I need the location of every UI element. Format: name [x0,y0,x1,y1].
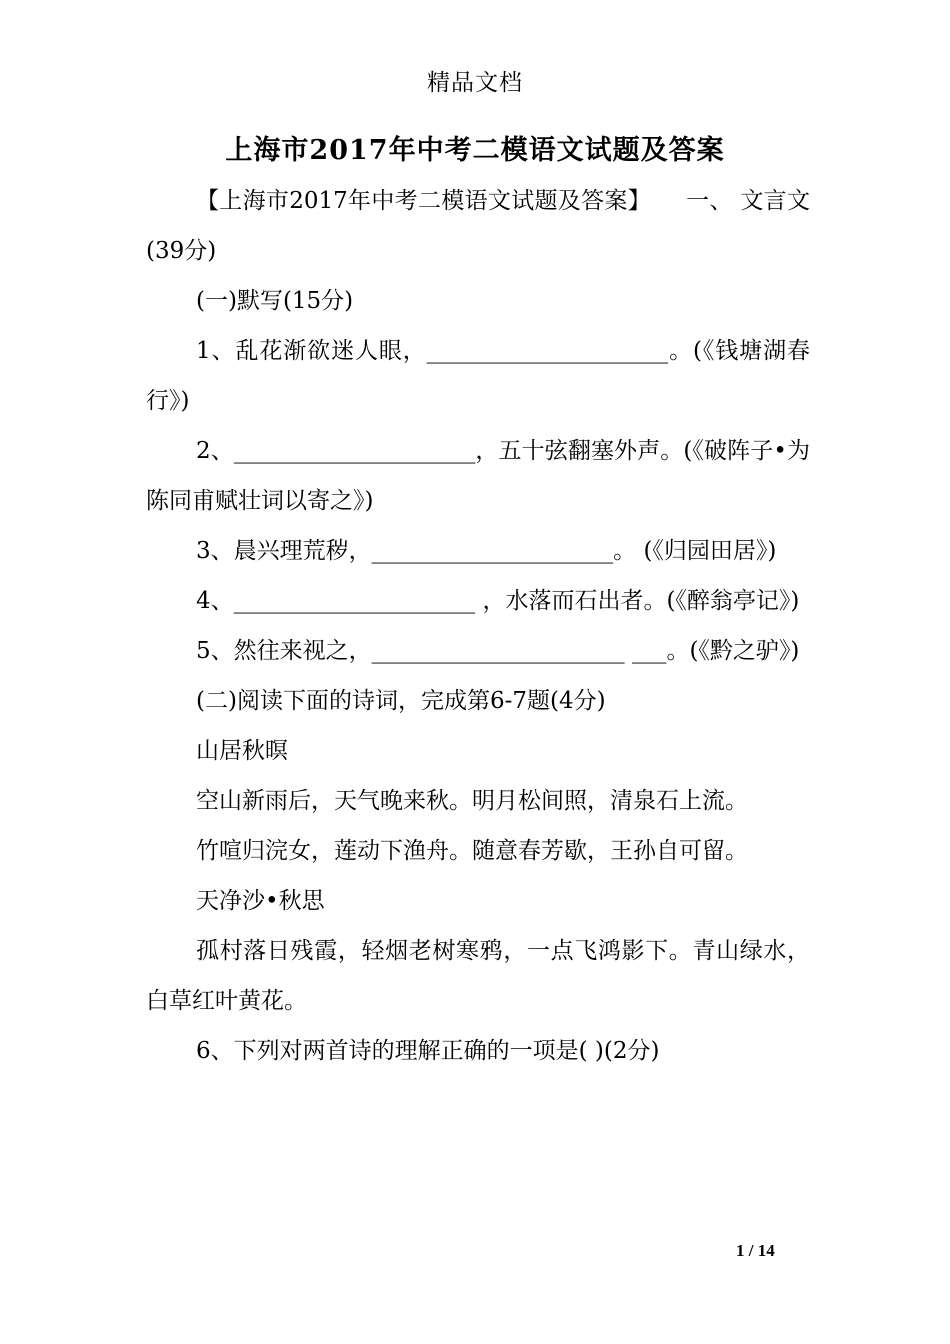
page-header: 精品文档 [427,70,523,96]
question-item: 4、_____________________ ，水落而石出者。(《醉翁亭记》) [196,588,800,614]
question-item: 2、_____________________，五十弦翻塞外声。(《破阵子•为陈同甫赋壮词以寄之》) [146,438,810,514]
question-item: 3、晨兴理荒秽，_____________________。 (《归园田居》) [196,538,777,564]
question-item: 5、然往来视之，______________________ ___。(《黔之驴》) [196,638,800,664]
poem-line: 空山新雨后，天气晚来秋。明月松间照，清泉石上流。 [196,788,748,814]
poem-title: 天净沙•秋思 [196,888,325,914]
document-body [146,176,810,1076]
poem-line: 竹喧归浣女，莲动下渔舟。随意春芳歇，王孙自可留。 [196,838,748,864]
section-heading: (一)默写(15分) [196,288,354,314]
document-title: 上海市2017年中考二模语文试题及答案 [225,135,725,166]
question-item: 6、下列对两首诗的理解正确的一项是( )(2分) [196,1038,660,1064]
poem-line: 孤村落日残霞，轻烟老树寒鸦，一点飞鸿影下。青山绿水，白草红叶黄花。 [146,938,810,1014]
intro-paragraph: 【上海市2017年中考二模语文试题及答案】 一、 文言文(39分) [146,188,810,264]
section-heading: (二)阅读下面的诗词，完成第6-7题(4分) [196,688,606,714]
poem-title: 山居秋暝 [196,738,288,764]
question-item: 1、乱花渐欲迷人眼，_____________________。(《钱塘湖春行》) [146,338,810,414]
page-number: 1 / 14 [736,1241,775,1260]
